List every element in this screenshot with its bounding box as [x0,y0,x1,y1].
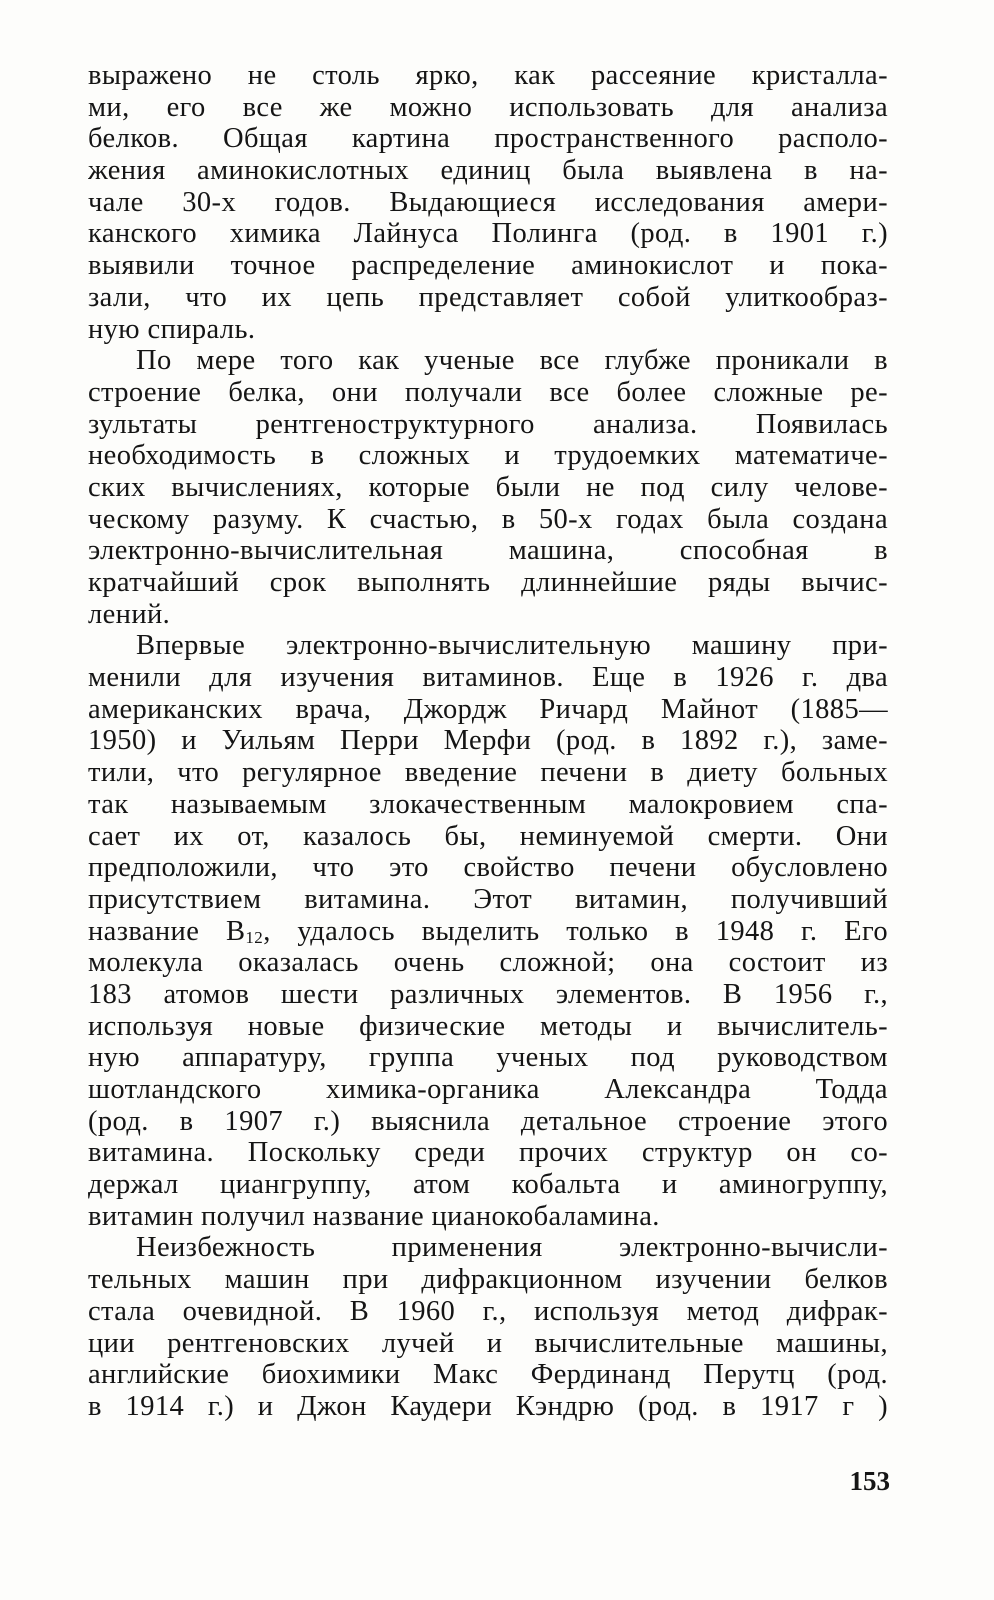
text-line: лений. [88,598,171,630]
text-line: жения аминокислотных единиц была выявлена в на- [88,155,888,187]
text-line: используя новые физические методы и вычислитель- [88,1010,888,1042]
text-line: так называемым злокачественным малокровием спа- [88,788,888,820]
text-line: ную спираль. [88,313,256,345]
text-line: менили для изучения витаминов. Еще в 1926 г. два [88,662,888,694]
text-line: зали, что их цепь представляет собой улиткообраз- [88,281,888,313]
text-line: чале 30-х годов. Выдающиеся исследования амери- [88,186,888,218]
text-line: молекула оказалась очень сложной; она состоит из [88,947,888,979]
page-number: 153 [849,1466,890,1496]
text-line: необходимость в сложных и трудоемких математиче- [88,440,888,472]
text-line: держал циангруппу, атом кобальта и аминогруппу, [88,1169,888,1201]
text-line: витамина. Поскольку среди прочих структур он со- [88,1137,888,1169]
text-line: кратчайший срок выполнять длиннейшие ряды вычис- [88,567,888,598]
body-text [88,60,888,1423]
text-line: выражено не столь ярко, как рассеяние кристалла- [88,60,888,91]
text-line: 183 атомов шести различных элементов. В 1956 г., [88,978,888,1010]
text-line: ции рентгеновских лучей и вычислительные машины, [88,1327,888,1359]
text-line: шотландского химика-органика Александра Тодда [88,1074,888,1105]
text-line: стала очевидной. В 1960 г., используя метод дифрак- [88,1295,888,1327]
text-line: ческому разуму. К счастью, в 50-х годах была создана [88,503,888,535]
text-line: электронно-вычислительная машина, способная в [88,535,888,567]
text-line: Неизбежность применения электронно-вычисли- [136,1232,888,1264]
text-line: английские биохимики Макс Фердинанд Перутц (род. [88,1359,888,1391]
text-line: присутствием витамина. Этот витамин, получивший [88,883,888,915]
subscript: 12 [245,927,264,947]
text-line: витамин получил название цианокобаламина. [88,1200,660,1232]
text-line: канского химика Лайнуса Полинга (род. в 1901 г.) [88,218,888,250]
text-line: предположили, что это свойство печени обусловлено [88,852,888,884]
text-line: тили, что регулярное введение печени в диету больных [88,757,888,789]
text-line: Впервые электронно-вычислительную машину при- [136,630,888,662]
text-line: американских врача, Джордж Ричард Майнот (1885— [88,693,888,725]
text-line: выявили точное распределение аминокислот и пока- [88,250,888,282]
text-line: ми, его все же можно использовать для анализа [88,91,888,123]
text-line: белков. Общая картина пространственного располо- [88,123,888,155]
text-line: зультаты рентгеноструктурного анализа. Появилась [88,408,888,440]
text-segment: , удалось выделить только в 1948 г. Его [263,915,888,947]
text-line: (род. в 1907 г.) выяснила детальное строение этого [88,1105,888,1137]
text-line: 1950) и Уильям Перри Мерфи (род. в 1892 г.), заме- [88,725,888,757]
text-segment: название B [88,915,246,947]
text-line: По мере того как ученые все глубже проникали в [136,345,888,377]
text-line: сает их от, казалось бы, неминуемой смерти. Они [88,820,888,852]
text-line [88,916,888,948]
text-line: ную аппаратуру, группа ученых под руководством [88,1042,888,1074]
text-line: ских вычислениях, которые были не под силу челове- [88,471,888,503]
text-line: тельных машин при дифракционном изучении белков [88,1264,888,1296]
text-line: строение белка, они получали все более сложные ре- [88,376,888,408]
text-line: в 1914 г.) и Джон Каудери Кэндрю (род. в 1917 г ) [88,1390,888,1422]
